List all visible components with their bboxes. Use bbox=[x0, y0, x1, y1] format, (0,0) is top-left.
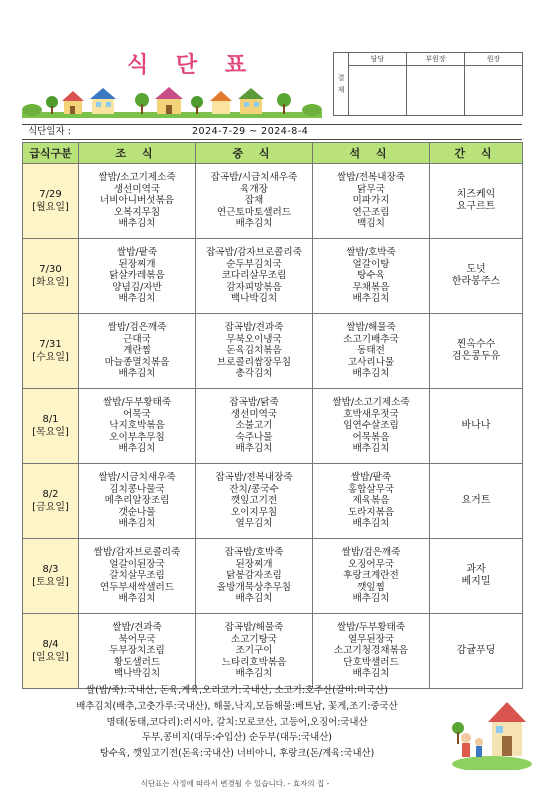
menu-item: 어묵국 bbox=[123, 408, 151, 420]
menu-item: 요구르트 bbox=[456, 201, 496, 212]
approval-col-vice-director bbox=[407, 53, 465, 115]
menu-item: 배추김치 bbox=[352, 293, 390, 305]
menu-item: 미파가지 bbox=[352, 195, 390, 207]
menu-item: 동태전 bbox=[357, 345, 385, 357]
breakfast-cell bbox=[79, 164, 196, 239]
menu-item: 계란찜 bbox=[123, 345, 151, 357]
menu-item: 연근토마토샐러드 bbox=[216, 206, 292, 218]
menu-item: 닭봉감자조림 bbox=[226, 570, 282, 582]
menu-item: 쌀밥/팥죽 bbox=[350, 472, 392, 484]
menu-item: 쌀밥/소고기제소죽 bbox=[98, 172, 176, 184]
menu-item: 요거트 bbox=[461, 495, 491, 506]
menu-item: 배추김치 bbox=[352, 368, 390, 380]
approval-col-staff bbox=[349, 53, 407, 115]
village-illustration bbox=[22, 86, 322, 118]
menu-item: 얼갈이된장국 bbox=[109, 558, 165, 570]
lunch-cell bbox=[196, 164, 313, 239]
menu-item: 메추리알장조림 bbox=[104, 495, 170, 507]
menu-table bbox=[22, 142, 523, 689]
menu-item: 생선미역국 bbox=[230, 408, 278, 420]
table-row bbox=[23, 539, 523, 614]
day-weekday: [수요일] bbox=[32, 352, 69, 363]
menu-item: 배추김치 bbox=[235, 668, 273, 680]
day-weekday: [월요일] bbox=[32, 202, 69, 213]
breakfast-cell bbox=[79, 239, 196, 314]
dinner-cell bbox=[313, 614, 430, 689]
menu-item: 잡곡밥/닭죽 bbox=[229, 397, 279, 409]
dinner-cell bbox=[313, 314, 430, 389]
dinner-cell bbox=[313, 389, 430, 464]
menu-item: 육개장 bbox=[240, 183, 268, 195]
menu-item: 소불고기 bbox=[235, 420, 273, 432]
menu-item: 브로콜리쌈장무침 bbox=[216, 356, 292, 368]
menu-item: 열무된장국 bbox=[347, 633, 395, 645]
menu-item: 순두부김치국 bbox=[226, 258, 282, 270]
day-date: 8/1 bbox=[42, 414, 59, 425]
menu-item: 소고기탕국 bbox=[230, 633, 278, 645]
menu-item: 오이지무침 bbox=[230, 506, 278, 518]
menu-item: 소고기배추국 bbox=[343, 333, 399, 345]
table-row bbox=[23, 389, 523, 464]
menu-item: 배추김치 bbox=[118, 593, 156, 605]
dinner-cell bbox=[313, 239, 430, 314]
menu-item: 잡곡밥/호박죽 bbox=[224, 547, 284, 559]
menu-item: 쌀밥/소고기제소죽 bbox=[332, 397, 410, 409]
menu-item: 홍합살무국 bbox=[347, 483, 395, 495]
origin-line: 배추김치(배추,고춧가루:국내산), 해물,낙지,모듬해물:베트남, 꽃게,조기:중국산 bbox=[76, 700, 398, 712]
lunch-cell bbox=[196, 464, 313, 539]
menu-item: 마늘종멸치볶음 bbox=[104, 356, 170, 368]
menu-item: 잡곡밥/해물죽 bbox=[224, 622, 284, 634]
table-row bbox=[23, 239, 523, 314]
day-date: 8/4 bbox=[42, 639, 59, 650]
menu-item: 배추김치 bbox=[352, 443, 390, 455]
menu-item: 김치콩나물국 bbox=[109, 483, 165, 495]
menu-item: 쌀밥/해물죽 bbox=[346, 322, 396, 334]
lunch-cell bbox=[196, 239, 313, 314]
menu-item: 소고기청경채볶음 bbox=[333, 645, 409, 657]
menu-item: 깻잎고기전 bbox=[230, 495, 278, 507]
day-date: 7/31 bbox=[39, 339, 62, 350]
day-weekday: [화요일] bbox=[32, 277, 69, 288]
day-cell bbox=[23, 164, 79, 239]
day-cell bbox=[23, 464, 79, 539]
table-row bbox=[23, 314, 523, 389]
breakfast-cell bbox=[79, 539, 196, 614]
menu-item: 배추김치 bbox=[118, 518, 156, 530]
header-dinner: 석 식 bbox=[313, 143, 430, 164]
menu-item: 감귤푸딩 bbox=[456, 645, 496, 656]
menu-item: 쌀밥/두부황태죽 bbox=[336, 622, 406, 634]
menu-item: 검은콩두유 bbox=[451, 351, 501, 362]
menu-item: 연근조림 bbox=[352, 206, 390, 218]
menu-item: 총각김치 bbox=[235, 368, 273, 380]
approval-col-label: 담당 bbox=[349, 53, 406, 66]
menu-item: 배추김치 bbox=[118, 218, 156, 230]
dinner-cell bbox=[313, 539, 430, 614]
header-row bbox=[23, 143, 523, 164]
menu-item: 연두부새싹샐러드 bbox=[99, 581, 175, 593]
day-weekday: [목요일] bbox=[32, 427, 69, 438]
menu-item: 깻잎찜 bbox=[357, 581, 385, 593]
menu-item: 배추김치 bbox=[352, 668, 390, 680]
period-value: 2024-7-29 ~ 2024-8-4 bbox=[192, 126, 309, 137]
header-snack: 간 식 bbox=[430, 143, 523, 164]
menu-item: 고사리나물 bbox=[347, 356, 395, 368]
snack-cell bbox=[430, 389, 523, 464]
menu-item: 배추김치 bbox=[118, 443, 156, 455]
menu-item: 단호박샐러드 bbox=[343, 656, 399, 668]
menu-item: 오복지무침 bbox=[113, 206, 161, 218]
menu-item: 무채볶음 bbox=[352, 281, 390, 293]
snack-cell bbox=[430, 464, 523, 539]
title-area bbox=[22, 48, 322, 118]
table-row bbox=[23, 614, 523, 689]
snack-cell bbox=[430, 164, 523, 239]
menu-item: 잡곡밥/시금치새우죽 bbox=[210, 172, 298, 184]
menu-item: 배추김치 bbox=[235, 218, 273, 230]
menu-item: 황도샐러드 bbox=[113, 656, 161, 668]
menu-item: 배추김치 bbox=[118, 293, 156, 305]
lunch-cell bbox=[196, 389, 313, 464]
menu-item: 한라봉주스 bbox=[451, 276, 501, 287]
menu-item: 생선미역국 bbox=[113, 183, 161, 195]
lunch-cell bbox=[196, 614, 313, 689]
menu-item: 잔치/콩국수 bbox=[229, 483, 279, 495]
menu-item: 닭무국 bbox=[357, 183, 385, 195]
snack-cell bbox=[430, 314, 523, 389]
menu-item: 오이부추무침 bbox=[109, 431, 165, 443]
menu-item: 쌀밥/시금치새우죽 bbox=[98, 472, 176, 484]
approval-box bbox=[333, 52, 523, 116]
header-category: 급식구분 bbox=[23, 143, 79, 164]
menu-item: 쌀밥/검은깨죽 bbox=[341, 547, 401, 559]
menu-item: 쌀밥/감자브로콜리죽 bbox=[93, 547, 181, 559]
menu-item: 치즈케익 bbox=[456, 189, 496, 200]
origin-line: 쌀(밥/죽):국내산, 돈육,계육,오리고기:국내산, 소고기:호주산(갈비:미국산) bbox=[86, 685, 388, 696]
menu-item: 쌀밥/전복내장죽 bbox=[336, 172, 406, 184]
breakfast-cell bbox=[79, 464, 196, 539]
menu-item: 된장찌개 bbox=[118, 258, 156, 270]
menu-item: 숙주나물 bbox=[235, 431, 273, 443]
menu-item: 바나나 bbox=[461, 420, 491, 431]
menu-item: 잡곡밥/감자브로콜리죽 bbox=[206, 247, 302, 259]
snack-cell bbox=[430, 239, 523, 314]
breakfast-cell bbox=[79, 389, 196, 464]
day-date: 7/29 bbox=[39, 189, 62, 200]
menu-item: 도넛 bbox=[466, 264, 486, 275]
day-cell bbox=[23, 539, 79, 614]
approval-col-label: 부원장 bbox=[407, 53, 464, 66]
menu-item: 도라지볶음 bbox=[347, 506, 395, 518]
menu-item: 코다리살무조림 bbox=[221, 270, 287, 282]
menu-item: 잡곡밥/전복내장죽 bbox=[215, 472, 293, 484]
menu-item: 과자 bbox=[466, 564, 486, 575]
origin-line: 두부,콩비지(대두:수입산) 순두부(대두:국내산) bbox=[142, 732, 332, 744]
day-cell bbox=[23, 239, 79, 314]
menu-item: 잡채 bbox=[244, 195, 264, 207]
period-label: 식단일자 : bbox=[28, 126, 71, 137]
day-cell bbox=[23, 614, 79, 689]
menu-item: 배추김치 bbox=[118, 368, 156, 380]
menu-item: 북어무국 bbox=[118, 633, 156, 645]
menu-item: 올방개묵상추무침 bbox=[216, 581, 292, 593]
menu-item: 돈육김치볶음 bbox=[226, 345, 282, 357]
menu-item: 열무김치 bbox=[235, 518, 273, 530]
menu-item: 오징어무국 bbox=[347, 558, 395, 570]
dinner-cell bbox=[313, 164, 430, 239]
menu-item: 어묵볶음 bbox=[352, 431, 390, 443]
menu-item: 근대국 bbox=[123, 333, 151, 345]
menu-item: 호박새우젓국 bbox=[343, 408, 399, 420]
menu-item: 탕수육 bbox=[357, 270, 385, 282]
approval-side-char-1: 결 bbox=[337, 74, 345, 82]
origin-info bbox=[22, 683, 452, 762]
menu-item: 두부장치조림 bbox=[109, 645, 165, 657]
menu-item: 찐옥수수 bbox=[456, 339, 496, 350]
menu-item: 쌀밥/호박죽 bbox=[346, 247, 396, 259]
breakfast-cell bbox=[79, 314, 196, 389]
menu-item: 백김치 bbox=[357, 218, 385, 230]
menu-item: 양념김/자반 bbox=[112, 281, 162, 293]
approval-col-director bbox=[465, 53, 522, 115]
menu-item: 잡곡밥/견과죽 bbox=[224, 322, 284, 334]
day-date: 8/3 bbox=[42, 564, 59, 575]
day-cell bbox=[23, 389, 79, 464]
family-house-illustration bbox=[452, 698, 532, 770]
menu-item: 갯순나물 bbox=[118, 506, 156, 518]
menu-item: 갈치살무조림 bbox=[109, 570, 165, 582]
menu-item: 쌀밥/견과죽 bbox=[112, 622, 162, 634]
menu-item: 쌀밥/검은깨죽 bbox=[107, 322, 167, 334]
menu-item: 제육볶음 bbox=[352, 495, 390, 507]
approval-col-label: 원장 bbox=[465, 53, 522, 66]
day-date: 8/2 bbox=[42, 489, 59, 500]
menu-body bbox=[23, 164, 523, 689]
lunch-cell bbox=[196, 314, 313, 389]
menu-item: 배추김치 bbox=[235, 593, 273, 605]
menu-item: 쌀밥/팥죽 bbox=[116, 247, 158, 259]
period-row bbox=[22, 124, 522, 140]
table-row bbox=[23, 164, 523, 239]
menu-item: 백나박김치 bbox=[230, 293, 278, 305]
menu-item: 너비아니버섯볶음 bbox=[99, 195, 175, 207]
menu-item: 배추김치 bbox=[352, 518, 390, 530]
approval-side-label bbox=[334, 53, 349, 115]
menu-item: 얼갈이탕 bbox=[352, 258, 390, 270]
menu-item: 쌀밥/두부황태죽 bbox=[102, 397, 172, 409]
menu-item: 백나박김치 bbox=[113, 668, 161, 680]
snack-cell bbox=[430, 539, 523, 614]
menu-item: 된장찌개 bbox=[235, 558, 273, 570]
approval-side-char-2: 재 bbox=[337, 86, 345, 94]
day-weekday: [일요일] bbox=[32, 652, 69, 663]
header-breakfast: 조 식 bbox=[79, 143, 196, 164]
day-date: 7/30 bbox=[39, 264, 62, 275]
lunch-cell bbox=[196, 539, 313, 614]
page-title: 식 단 표 bbox=[127, 53, 257, 78]
snack-cell bbox=[430, 614, 523, 689]
dinner-cell bbox=[313, 464, 430, 539]
menu-item: 배추김치 bbox=[352, 593, 390, 605]
menu-item: 임연수살조림 bbox=[343, 420, 399, 432]
menu-item: 베지밀 bbox=[461, 576, 491, 587]
header-lunch: 중 식 bbox=[196, 143, 313, 164]
menu-item: 낙지호박볶음 bbox=[109, 420, 165, 432]
menu-item: 배추김치 bbox=[235, 443, 273, 455]
menu-item: 감자피망볶음 bbox=[226, 281, 282, 293]
origin-line: 탕수육, 깻잎고기전(돈육:국내산) 너비아니, 후랑크(돈/계육:국내산) bbox=[99, 748, 375, 760]
day-weekday: [금요일] bbox=[32, 502, 69, 513]
origin-line: 명태(동태,코다리):러시아, 갈치:모로코산, 고등어,오징어:국내산 bbox=[106, 716, 368, 728]
menu-item: 느타리호박볶음 bbox=[221, 656, 287, 668]
menu-item: 조기구이 bbox=[235, 645, 273, 657]
change-notice: 식단표는 사정에 따라서 변경될 수 있습니다. - 효자의 집 - bbox=[140, 779, 330, 788]
day-cell bbox=[23, 314, 79, 389]
menu-item: 무북오이냉국 bbox=[226, 333, 282, 345]
day-weekday: [토요일] bbox=[32, 577, 69, 588]
breakfast-cell bbox=[79, 614, 196, 689]
table-row bbox=[23, 464, 523, 539]
menu-item: 후랑크계란전 bbox=[343, 570, 399, 582]
menu-item: 닭살카레볶음 bbox=[109, 270, 165, 282]
